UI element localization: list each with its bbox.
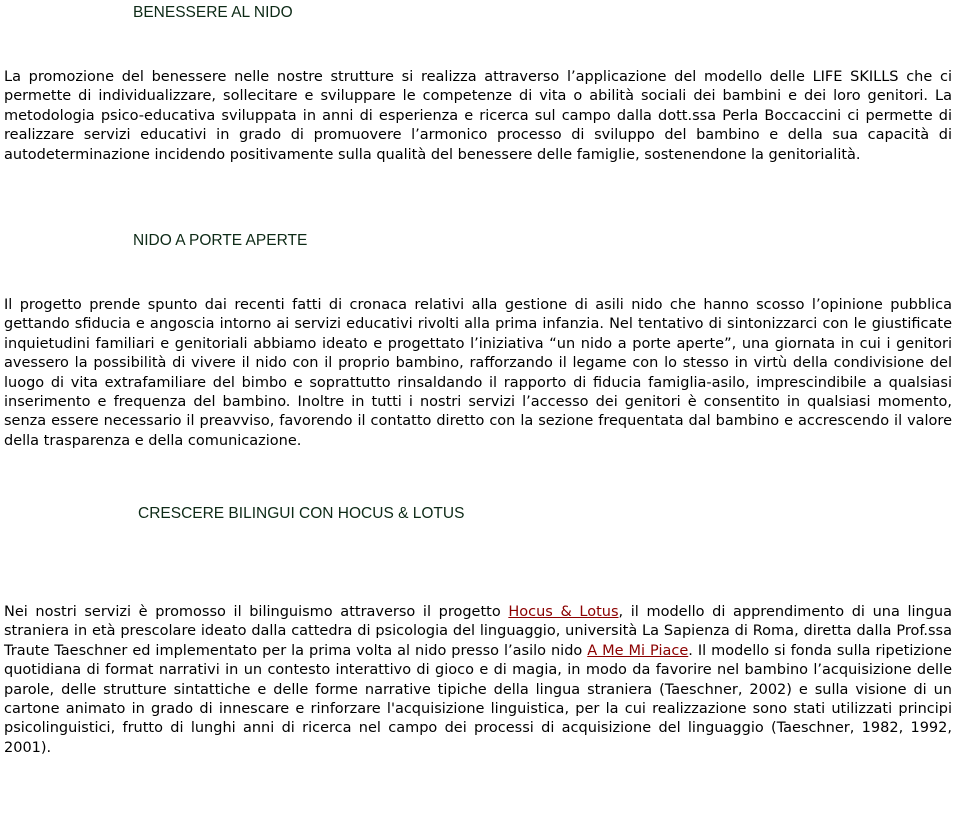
hocus-lotus-link[interactable]: Hocus & Lotus: [508, 604, 619, 620]
paragraph-text: , il modello di apprendimento di una lingua straniera in età prescolare ideato dalla cattedra di psicologia del linguaggio, università La Sapienza di Roma, diretta dalla Prof.ssa Traute Taeschner ed implementato per la prima volta al nido presso l’asilo nido: [4, 604, 952, 659]
section-heading-porte-aperte: NIDO A PORTE APERTE: [133, 232, 308, 249]
section-heading-benessere: BENESSERE AL NIDO: [133, 4, 293, 21]
section-paragraph-porte-aperte: Il progetto prende spunto dai recenti fatti di cronaca relativi alla gestione di asili nido che hanno scosso l’opinione pubblica gettando sfiducia e angoscia intorno ai servizi educativi rivolti alla prima infanzia. Nel tentativo di sintonizzarci con le giustificate inquietudini familiari e genitoriali abbiamo ideato e progettato l’iniziativa “un nido a porte aperte”, una giornata in cui i genitori avessero la possibilità di vivere il nido con il proprio bambino, rafforzando il legame con lo stesso in virtù della condivisione del luogo di vita extrafamiliare del bimbo e soprattutto rinsaldando il rapporto di fiducia famiglia-asilo, imprescindibile a qualsiasi inserimento e frequenza del bambino. Inoltre in tutti i nostri servizi l’accesso dei genitori è consentito in qualsiasi momento, senza essere necessario il preavviso, favorendo il contatto diretto con la sezione frequentata dal bambino e accrescendo il valore della trasparenza e della comunicazione.: [4, 297, 952, 449]
paragraph-text: . Il modello si fonda sulla ripetizione quotidiana di format narrativi in un contesto interattivo di gioco e di magia, in modo da favorire nel bambino l’acquisizione delle parole, delle strutture sintattiche e delle forme narrative tipiche della lingua straniera (Taeschner, 2002) e sulla visione di un cartone animato in grado di innescare e rinforzare l'acquisizione linguistica, per la cui realizzazione sono stati utilizzati principi psicolinguistici, frutto di lunghi anni di ricerca nel campo dei processi di acquisizione del linguaggio (Taeschner, 1982, 1992, 2001).: [4, 642, 952, 756]
section-paragraph-bilingui: [4, 603, 952, 758]
section-paragraph-benessere: La promozione del benessere nelle nostre strutture si realizza attraverso l’applicazione del modello delle LIFE SKILLS che ci permette di individualizzare, sollecitare e sviluppare le competenze di vita o abilità sociali dei bambini e dei loro genitori. La metodologia psico-educativa sviluppata in anni di esperienza e ricerca sul campo dalla dott.ssa Perla Boccaccini ci permette di realizzare servizi educativi in grado di promuovere l’armonico processo di sviluppo del bambino e della sua capacità di autodeterminazione incidendo positivamente sulla qualità del benessere delle famiglie, sostenendone la genitorialità.: [4, 69, 952, 163]
a-me-mi-piace-link[interactable]: A Me Mi Piace: [587, 642, 689, 659]
section-heading-bilingui: CRESCERE BILINGUI CON HOCUS & LOTUS: [138, 505, 465, 522]
paragraph-text: Nei nostri servizi è promosso il bilinguismo attraverso il progetto: [4, 604, 509, 620]
